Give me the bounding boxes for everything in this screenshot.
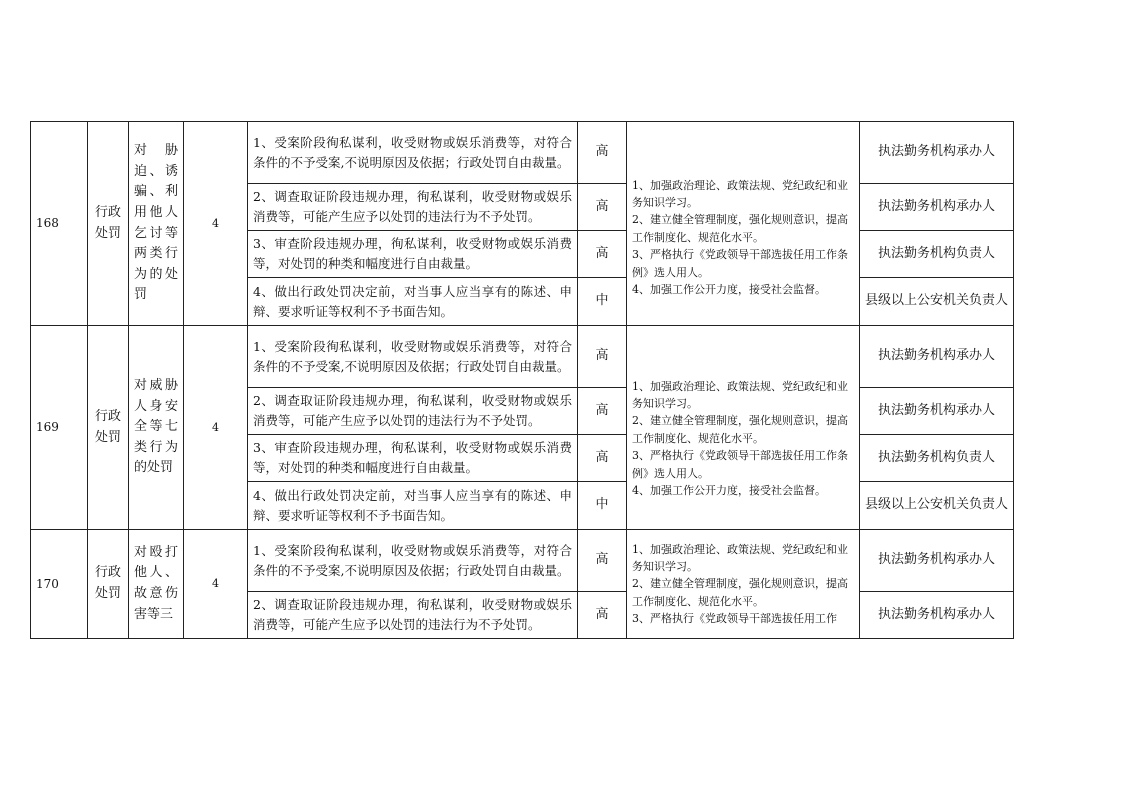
power-type: 行政处罚	[88, 530, 129, 639]
risk-point: 3、审查阶段违规办理，徇私谋利，收受财物或娱乐消费等，对处罚的种类和幅度进行自由裁量。	[248, 231, 578, 278]
prevention-measures	[627, 122, 860, 326]
prevention-measures	[627, 326, 860, 530]
measure-line: 4、加强工作公开力度，接受社会监督。	[632, 483, 826, 497]
prevention-measures	[627, 530, 860, 639]
table-row	[31, 326, 1014, 388]
risk-level: 高	[578, 326, 627, 388]
risk-level: 高	[578, 388, 627, 435]
responsible-person: 执法勤务机构承办人	[860, 326, 1014, 388]
power-type: 行政处罚	[88, 122, 129, 326]
measure-line: 1、加强政治理论、政策法规、党纪政纪和业务知识学习。	[632, 379, 848, 411]
responsible-person: 执法勤务机构负责人	[860, 231, 1014, 278]
risk-point: 1、受案阶段徇私谋利，收受财物或娱乐消费等，对符合条件的不予受案,不说明原因及依据；行政处罚自由裁量。	[248, 326, 578, 388]
risk-count: 4	[184, 530, 248, 639]
risk-point: 3、审查阶段违规办理，徇私谋利，收受财物或娱乐消费等，对处罚的种类和幅度进行自由裁量。	[248, 435, 578, 482]
risk-level: 高	[578, 530, 627, 592]
risk-level: 高	[578, 231, 627, 278]
measure-line: 3、严格执行《党政领导干部选拔任用工作条例》选人用人。	[632, 449, 848, 480]
risk-count: 4	[184, 122, 248, 326]
risk-level: 高	[578, 435, 627, 482]
risk-table	[30, 121, 1014, 639]
risk-point: 2、调查取证阶段违规办理，徇私谋利，收受财物或娱乐消费等，可能产生应予以处罚的违法行为不予处罚。	[248, 592, 578, 639]
risk-point: 4、做出行政处罚决定前，对当事人应当享有的陈述、申辩、要求听证等权利不予书面告知。	[248, 278, 578, 326]
responsible-person: 县级以上公安机关负责人	[860, 278, 1014, 326]
measure-line: 3、严格执行《党政领导干部选拔任用工作	[632, 612, 837, 626]
measure-line: 2、建立健全管理制度，强化规则意识，提高工作制度化、规范化水平。	[632, 213, 848, 244]
item-number: 170	[31, 530, 88, 639]
item-number: 168	[31, 122, 88, 326]
item-number: 169	[31, 326, 88, 530]
risk-level: 高	[578, 122, 627, 184]
measure-line: 2、建立健全管理制度，强化规则意识，提高工作制度化、规范化水平。	[632, 577, 848, 608]
responsible-person: 执法勤务机构承办人	[860, 530, 1014, 592]
measure-line: 4、加强工作公开力度，接受社会监督。	[632, 282, 826, 296]
risk-level: 中	[578, 278, 627, 326]
risk-point: 2、调查取证阶段违规办理，徇私谋利，收受财物或娱乐消费等，可能产生应予以处罚的违法行为不予处罚。	[248, 184, 578, 231]
measure-line: 3、严格执行《党政领导干部选拔任用工作条例》选人用人。	[632, 248, 848, 279]
power-item: 对殴打他人、故意伤害等三	[129, 530, 184, 639]
table-row	[31, 122, 1014, 184]
measure-line: 1、加强政治理论、政策法规、党纪政纪和业务知识学习。	[632, 178, 848, 210]
measure-line: 2、建立健全管理制度，强化规则意识，提高工作制度化、规范化水平。	[632, 414, 848, 445]
table-row	[31, 530, 1014, 592]
risk-point: 1、受案阶段徇私谋利，收受财物或娱乐消费等，对符合条件的不予受案,不说明原因及依据；行政处罚自由裁量。	[248, 530, 578, 592]
risk-count: 4	[184, 326, 248, 530]
risk-level: 高	[578, 592, 627, 639]
risk-point: 2、调查取证阶段违规办理，徇私谋利，收受财物或娱乐消费等，可能产生应予以处罚的违法行为不予处罚。	[248, 388, 578, 435]
risk-point: 4、做出行政处罚决定前，对当事人应当享有的陈述、申辩、要求听证等权利不予书面告知。	[248, 482, 578, 530]
power-type: 行政处罚	[88, 326, 129, 530]
risk-level: 高	[578, 184, 627, 231]
measure-line: 1、加强政治理论、政策法规、党纪政纪和业务知识学习。	[632, 542, 848, 573]
power-item: 对胁迫、诱骗、利用他人乞讨等两类行为的处罚	[129, 122, 184, 326]
responsible-person: 执法勤务机构承办人	[860, 388, 1014, 435]
responsible-person: 执法勤务机构承办人	[860, 184, 1014, 231]
responsible-person: 执法勤务机构承办人	[860, 122, 1014, 184]
responsible-person: 县级以上公安机关负责人	[860, 482, 1014, 530]
responsible-person: 执法勤务机构负责人	[860, 435, 1014, 482]
risk-level: 中	[578, 482, 627, 530]
power-item: 对威胁人身安全等七类行为的处罚	[129, 326, 184, 530]
responsible-person: 执法勤务机构承办人	[860, 592, 1014, 639]
risk-point: 1、受案阶段徇私谋利，收受财物或娱乐消费等，对符合条件的不予受案,不说明原因及依据；行政处罚自由裁量。	[248, 122, 578, 184]
